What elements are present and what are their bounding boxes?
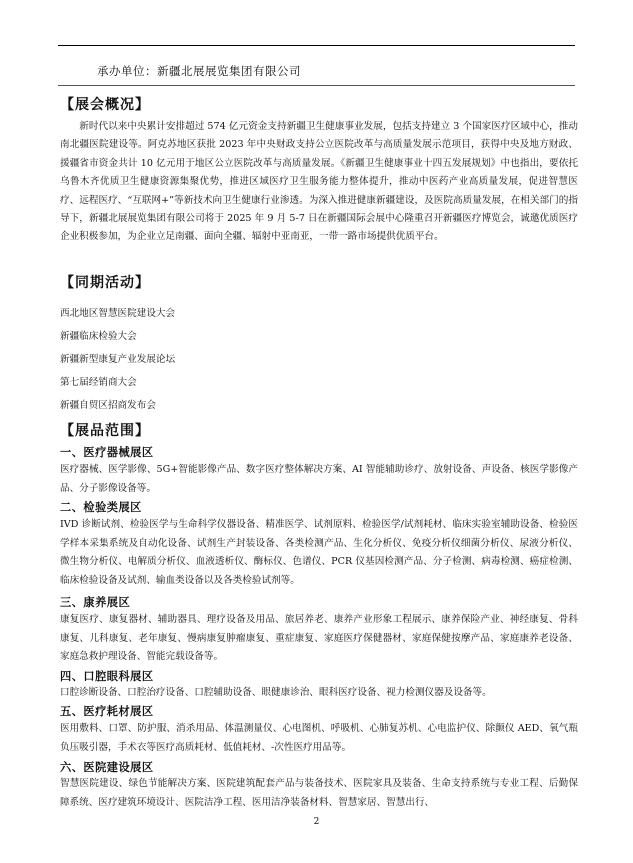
zone-title: 四、口腔眼科展区 bbox=[60, 670, 154, 683]
zone-title: 二、检验类展区 bbox=[60, 501, 142, 514]
zone-text: 医用敷料、口罩、防护服、消杀用品、体温测量仪、心电图机、呼吸机、心肺复苏机、心电监护仪、除颤仪 AED、氧气瓶负压吸引器，手术衣等医疗高质耗材、低值耗材、-次性医疗用品等。 bbox=[60, 723, 578, 753]
zone-title: 五、医疗耗材展区 bbox=[60, 705, 154, 718]
event-item: 西北地区智慧医院建设大会 bbox=[60, 308, 176, 319]
event-item: 新疆临床检验大会 bbox=[60, 331, 137, 342]
event-item: 新疆新型康复产业发展论坛 bbox=[60, 354, 176, 365]
page-number: 2 bbox=[313, 817, 320, 827]
header-divider bbox=[58, 85, 575, 86]
events-heading: 【同期活动】 bbox=[60, 275, 150, 291]
zone-text: 医疗器械、医学影像、5G+智能影像产品、数字医疗整体解决方案、AI 智能辅助诊疗、放射设备、声设备、核医学影像产品、分子影像设备等。 bbox=[60, 464, 578, 494]
overview-heading: 【展会概况】 bbox=[60, 97, 150, 113]
zone-title: 三、康养展区 bbox=[60, 596, 131, 609]
zone-text: 口腔诊断设备、口腔治疗设备、口腔辅助设备、眼健康诊治、眼科医疗设备、视力检测仪器及设备等。 bbox=[60, 687, 492, 698]
zone-text: IVD 诊断试剂、检验医学与生命科学仪器设备、精准医学、试剂原料、检验医学/试剂耗材、临床实验室辅助设备、检验医学样本采集系统及自动化设备、试剂生产封装设备、各类检测产品、生化分析仪、免疫分析仪细菌分析仪、尿液分析仪、微生物分析仪、电解质分析仪、血液透析仪、酶标仪、色谱仪、PCR 仪基因检测产品、分子检测、病毒检测、癌症检测、临床检验设备及试剂、输血类设备以及各类检验试剂等。 bbox=[60, 519, 578, 586]
header-rule bbox=[58, 45, 575, 46]
scope-heading: 【展品范围】 bbox=[60, 423, 150, 439]
event-item: 新疆自贸区招商发布会 bbox=[60, 400, 156, 411]
event-item: 第七届经销商大会 bbox=[60, 377, 137, 388]
zone-title: 一、医疗器械展区 bbox=[60, 446, 154, 459]
zone-title: 六、医院建设展区 bbox=[60, 761, 154, 774]
organizer-line: 承办单位：新疆北展展览集团有限公司 bbox=[97, 64, 301, 78]
zone-text: 智慧医院建设、绿色节能解决方案、医院建筑配套产品与装备技术、医院家具及装备、生命支持系统与专业工程、后勤保障系统、医疗建筑环境设计、医院洁净工程、医用洁净装备材料、智慧家居、智慧出行、 bbox=[60, 778, 578, 808]
overview-paragraph: 新时代以来中央累计安排超过 574 亿元资金支持新疆卫生健康事业发展，包括支持建立 3 个国家医疗区域中心，推动南北疆医院建设等。阿克苏地区获批 2023 年中央财政支持公立医院改革与高质量发展示范项目，获得中央及地方财政、援疆省市资金共计 10 亿元用于地区公立医院改革与高质量发展。《新疆卫生健康事业十四五发展规划》中也指出，要依托乌鲁木齐优质卫生健康资源集聚优势，推进区域医疗卫生服务能力整体提升，推动中医药产业高质量发展，促进智慧医疗、远程医疗、“互联网+”等新技术向卫生健康行业渗透。为深入推进健康新疆建设，及医院高质量发展，在相关部门的指导下，新疆北展展览集团有限公司将于 2025 年 9 月 5-7 日在新疆国际会展中心隆重召开新疆医疗博览会，诚邀优质医疗企业积极参加，为企业立足南疆、面向全疆、辐射中亚南亚，一带一路市场提供优质平台。 bbox=[60, 121, 578, 243]
zone-text: 康复医疗、康复器材、辅助器具、理疗设备及用品、旅居养老、康养产业形象工程展示、康养保险产业、神经康复、骨科康复、儿科康复、老年康复、慢病康复肿瘤康复、重症康复、家庭医疗保健器材、家庭保健按摩产品、家庭康养老设备、家庭急救护理设备、智能完载设备等。 bbox=[60, 614, 578, 663]
